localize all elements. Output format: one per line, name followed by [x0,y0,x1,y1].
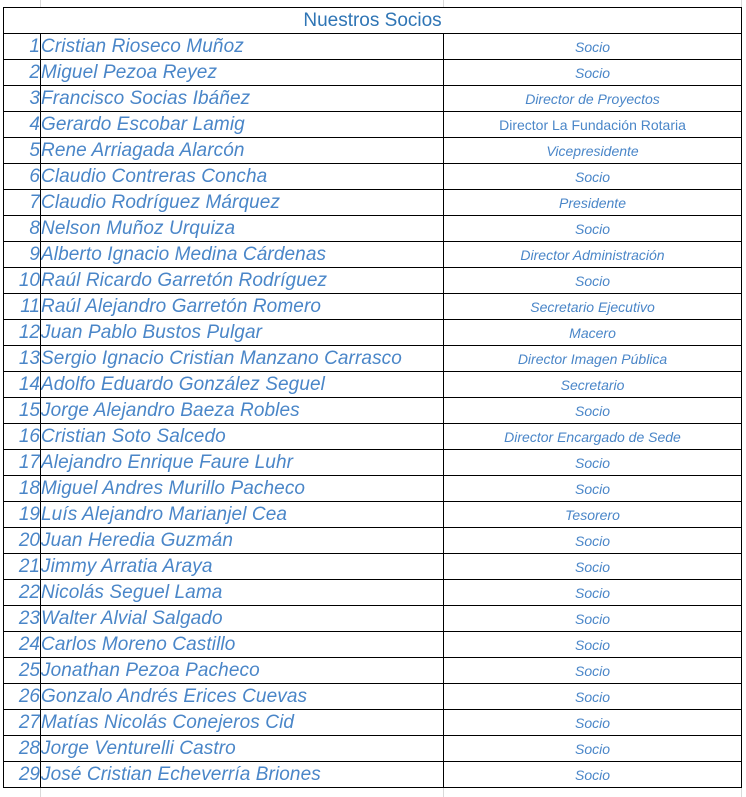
table-row [4,684,742,710]
member-name-cell[interactable]: Alejandro Enrique Faure Luhr [41,450,444,476]
member-role-cell[interactable]: Socio [444,632,742,658]
member-role-cell[interactable]: Secretario [444,372,742,398]
member-name-cell[interactable]: Sergio Ignacio Cristian Manzano Carrasco [41,346,444,372]
table-row [4,554,742,580]
member-role-cell[interactable]: Socio [444,684,742,710]
member-role-cell[interactable]: Socio [444,34,742,60]
row-number-cell[interactable]: 20 [4,528,41,554]
member-name-cell[interactable]: Walter Alvial Salgado [41,606,444,632]
table-row [4,424,742,450]
member-name-cell[interactable]: Jimmy Arratia Araya [41,554,444,580]
member-name-cell[interactable]: Adolfo Eduardo González Seguel [41,372,444,398]
table-row [4,398,742,424]
member-name-cell[interactable]: Raúl Ricardo Garretón Rodríguez [41,268,444,294]
member-name-cell[interactable]: Alberto Ignacio Medina Cárdenas [41,242,444,268]
table-row [4,632,742,658]
row-number-cell[interactable]: 3 [4,86,41,112]
member-role-cell[interactable]: Macero [444,320,742,346]
table-row [4,294,742,320]
member-role-cell[interactable]: Socio [444,60,742,86]
member-name-cell[interactable]: Rene Arriagada Alarcón [41,138,444,164]
member-role-cell[interactable]: Socio [444,554,742,580]
row-number-cell[interactable]: 21 [4,554,41,580]
member-name-cell[interactable]: Miguel Andres Murillo Pacheco [41,476,444,502]
member-role-cell[interactable]: Socio [444,216,742,242]
table-row [4,320,742,346]
member-name-cell[interactable]: Jorge Venturelli Castro [41,736,444,762]
table-row [4,112,742,138]
member-name-cell[interactable]: Gonzalo Andrés Erices Cuevas [41,684,444,710]
member-role-cell[interactable]: Vicepresidente [444,138,742,164]
row-number-cell[interactable]: 11 [4,294,41,320]
table-row [4,476,742,502]
member-name-cell[interactable]: Jorge Alejandro Baeza Robles [41,398,444,424]
member-name-cell[interactable]: Nicolás Seguel Lama [41,580,444,606]
row-number-cell[interactable]: 19 [4,502,41,528]
row-number-cell[interactable]: 29 [4,762,41,788]
table-row [4,346,742,372]
member-name-cell[interactable]: Cristian Soto Salcedo [41,424,444,450]
member-name-cell[interactable]: Juan Heredia Guzmán [41,528,444,554]
member-name-cell[interactable]: Miguel Pezoa Reyez [41,60,444,86]
member-name-cell[interactable]: Luís Alejandro Marianjel Cea [41,502,444,528]
member-role-cell[interactable]: Secretario Ejecutivo [444,294,742,320]
member-name-cell[interactable]: Cristian Rioseco Muñoz [41,34,444,60]
row-number-cell[interactable]: 8 [4,216,41,242]
members-table [3,7,742,788]
member-role-cell[interactable]: Socio [444,450,742,476]
member-name-cell[interactable]: Nelson Muñoz Urquiza [41,216,444,242]
member-role-cell[interactable]: Socio [444,580,742,606]
row-number-cell[interactable]: 12 [4,320,41,346]
row-number-cell[interactable]: 5 [4,138,41,164]
row-number-cell[interactable]: 15 [4,398,41,424]
row-number-cell[interactable]: 2 [4,60,41,86]
row-number-cell[interactable]: 23 [4,606,41,632]
row-number-cell[interactable]: 9 [4,242,41,268]
member-name-cell[interactable]: Juan Pablo Bustos Pulgar [41,320,444,346]
row-number-cell[interactable]: 6 [4,164,41,190]
member-name-cell[interactable]: José Cristian Echeverría Briones [41,762,444,788]
member-name-cell[interactable]: Claudio Rodríguez Márquez [41,190,444,216]
member-role-cell[interactable]: Tesorero [444,502,742,528]
table-row [4,242,742,268]
row-number-cell[interactable]: 18 [4,476,41,502]
table-row [4,138,742,164]
row-number-cell[interactable]: 1 [4,34,41,60]
table-row [4,502,742,528]
member-name-cell[interactable]: Raúl Alejandro Garretón Romero [41,294,444,320]
member-name-cell[interactable]: Matías Nicolás Conejeros Cid [41,710,444,736]
row-number-cell[interactable]: 4 [4,112,41,138]
table-row [4,762,742,788]
member-role-cell[interactable]: Director Imagen Pública [444,346,742,372]
table-row [4,60,742,86]
table-row [4,580,742,606]
row-number-cell[interactable]: 14 [4,372,41,398]
row-number-cell[interactable]: 27 [4,710,41,736]
member-role-cell[interactable]: Socio [444,528,742,554]
table-row [4,86,742,112]
row-number-cell[interactable]: 28 [4,736,41,762]
member-role-cell[interactable]: Socio [444,164,742,190]
table-row [4,268,742,294]
row-number-cell[interactable]: 24 [4,632,41,658]
table-row [4,190,742,216]
member-role-cell[interactable]: Socio [444,658,742,684]
table-row [4,606,742,632]
member-role-cell[interactable]: Socio [444,398,742,424]
row-number-cell[interactable]: 16 [4,424,41,450]
table-row [4,216,742,242]
member-role-cell[interactable]: Director de Proyectos [444,86,742,112]
member-name-cell[interactable]: Francisco Socias Ibáñez [41,86,444,112]
row-number-cell[interactable]: 10 [4,268,41,294]
member-role-cell[interactable]: Socio [444,476,742,502]
table-row [4,450,742,476]
member-name-cell[interactable]: Gerardo Escobar Lamig [41,112,444,138]
table-row [4,736,742,762]
table-row [4,710,742,736]
title-row [4,8,742,34]
row-number-cell[interactable]: 13 [4,346,41,372]
member-role-cell[interactable]: Socio [444,762,742,788]
row-number-cell[interactable]: 7 [4,190,41,216]
table-row [4,34,742,60]
member-role-cell[interactable]: Socio [444,268,742,294]
sheet-title[interactable]: Nuestros Socios [4,8,742,34]
member-role-cell[interactable]: Socio [444,736,742,762]
member-role-cell[interactable]: Socio [444,606,742,632]
member-role-cell[interactable]: Director La Fundación Rotaria [444,112,742,138]
table-row [4,164,742,190]
member-role-cell[interactable]: Socio [444,710,742,736]
table-row [4,372,742,398]
member-name-cell[interactable]: Carlos Moreno Castillo [41,632,444,658]
table-row [4,658,742,684]
row-number-cell[interactable]: 26 [4,684,41,710]
row-number-cell[interactable]: 22 [4,580,41,606]
members-table-body [4,34,742,788]
member-role-cell[interactable]: Director Administración [444,242,742,268]
member-role-cell[interactable]: Director Encargado de Sede [444,424,742,450]
row-number-cell[interactable]: 25 [4,658,41,684]
member-name-cell[interactable]: Jonathan Pezoa Pacheco [41,658,444,684]
table-row [4,528,742,554]
row-number-cell[interactable]: 17 [4,450,41,476]
member-name-cell[interactable]: Claudio Contreras Concha [41,164,444,190]
member-role-cell[interactable]: Presidente [444,190,742,216]
